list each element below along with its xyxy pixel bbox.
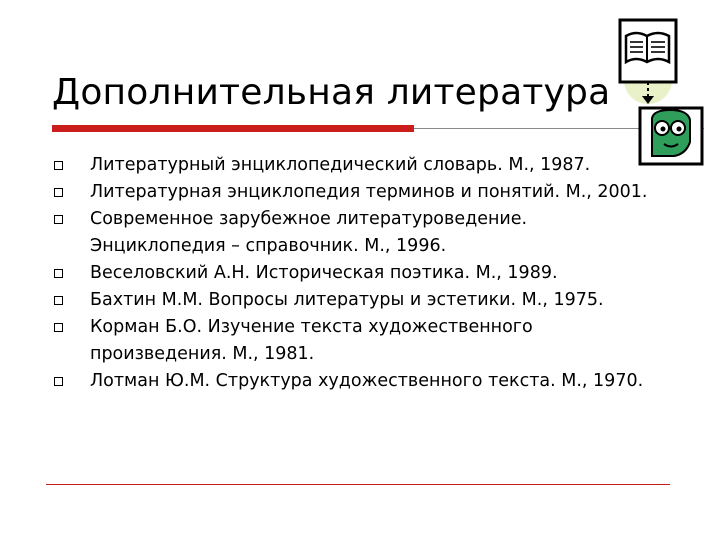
list-item-text: Лотман Ю.М. Структура художественного текста. М., 1970. — [90, 371, 644, 391]
book-reader-clipart — [612, 16, 708, 166]
footer-rule — [46, 484, 670, 485]
list-item-text: Литературный энциклопедический словарь. М., 1987. — [90, 155, 591, 175]
list-item — [54, 260, 666, 287]
list-item-text: Современное зарубежное литературоведение. Энциклопедия – справочник. М., 1996. — [90, 209, 528, 256]
list-item-text: Бахтин М.М. Вопросы литературы и эстетики. М., 1975. — [90, 290, 604, 310]
square-bullet-icon — [54, 296, 63, 305]
list-item-text: Литературная энциклопедия терминов и понятий. М., 2001. — [90, 182, 648, 202]
square-bullet-icon — [54, 188, 63, 197]
list-item — [54, 152, 666, 179]
slide-title: Дополнительная литература — [52, 72, 611, 113]
list-item — [54, 179, 666, 206]
list-item — [54, 314, 666, 368]
square-bullet-icon — [54, 215, 63, 224]
open-book-icon — [620, 20, 676, 104]
list-item — [54, 368, 666, 395]
square-bullet-icon — [54, 269, 63, 278]
list-item — [54, 287, 666, 314]
title-underline-accent — [52, 125, 414, 132]
list-item — [54, 206, 666, 260]
square-bullet-icon — [54, 161, 63, 170]
list-item-text: Веселовский А.Н. Историческая поэтика. М., 1989. — [90, 263, 558, 283]
square-bullet-icon — [54, 377, 63, 386]
reference-list — [54, 152, 666, 395]
square-bullet-icon — [54, 323, 63, 332]
list-item-text: Корман Б.О. Изучение текста художественного произведения. М., 1981. — [90, 317, 533, 364]
